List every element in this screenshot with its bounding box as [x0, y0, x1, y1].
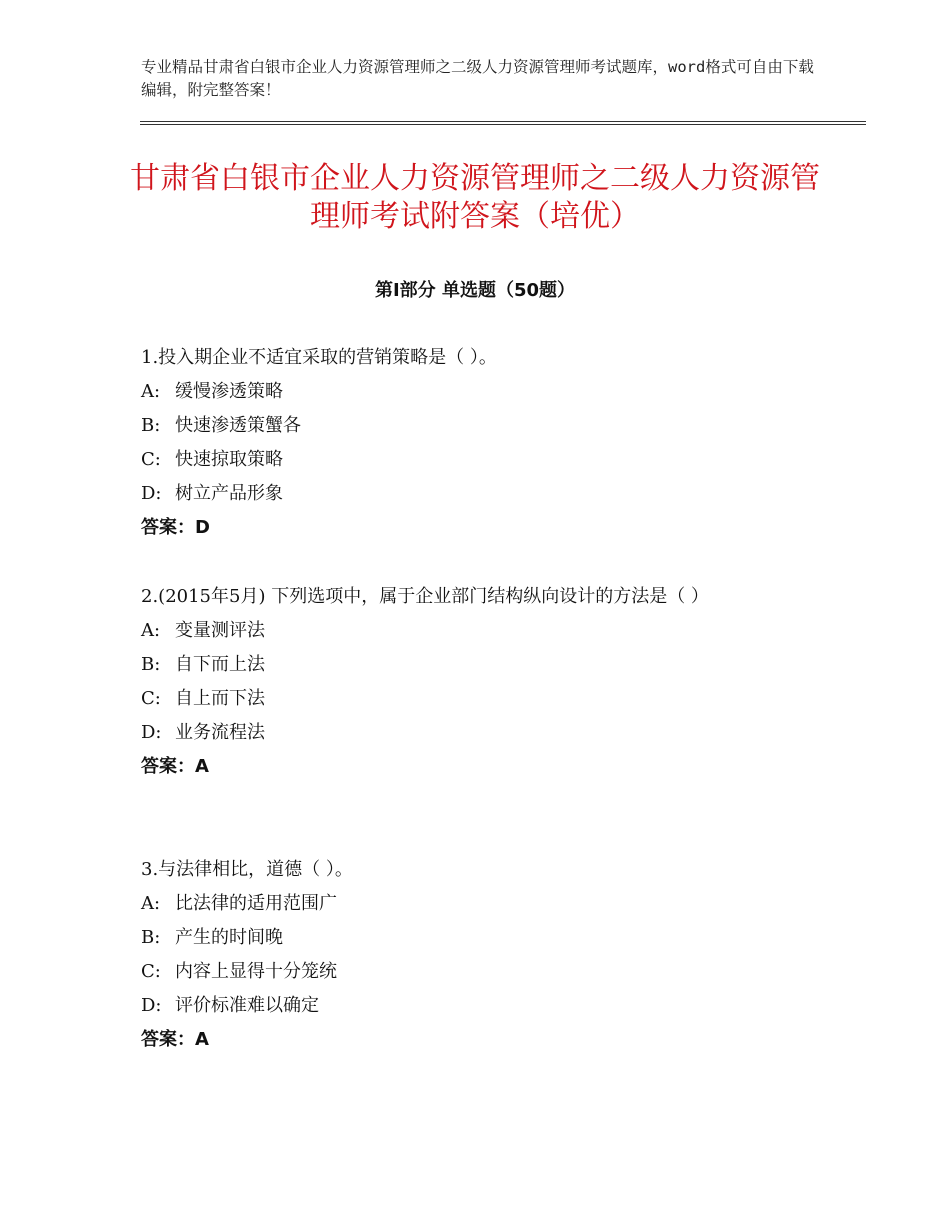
answer-label: 答案：A [141, 756, 209, 777]
option-b [141, 411, 821, 441]
answer-label: 答案：A [141, 1029, 209, 1050]
option-text: 树立产品形象 [175, 483, 283, 504]
option-text: 自上而下法 [175, 688, 265, 709]
option-a [141, 616, 821, 646]
option-key: C: [141, 961, 161, 982]
answer-label: 答案：D [141, 517, 210, 538]
option-b [141, 923, 821, 953]
header-divider [140, 121, 866, 122]
question-2 [141, 582, 821, 782]
option-text: 自下而上法 [175, 654, 265, 675]
header-note: 专业精品甘肃省白银市企业人力资源管理师之二级人力资源管理师考试题库，word格式可自由下载编辑，附完整答案！ [141, 58, 814, 99]
option-text: 变量测评法 [175, 620, 265, 641]
option-d [141, 991, 821, 1021]
option-b [141, 650, 821, 680]
option-text: 快速渗透策蟹各 [175, 415, 301, 436]
option-text: 业务流程法 [175, 722, 265, 743]
section-title: 第Ⅰ部分 单选题（50题） [374, 280, 575, 301]
option-key: D: [141, 995, 162, 1016]
option-key: B: [141, 927, 161, 948]
question-3 [141, 855, 821, 1055]
header-divider-secondary [140, 124, 866, 125]
option-key: B: [141, 654, 161, 675]
option-text: 比法律的适用范围广 [175, 893, 337, 914]
option-key: D: [141, 722, 162, 743]
question-1 [141, 343, 821, 543]
option-text: 产生的时间晚 [175, 927, 283, 948]
option-text: 评价标准难以确定 [175, 995, 319, 1016]
option-key: C: [141, 449, 161, 470]
option-text: 内容上显得十分笼统 [175, 961, 337, 982]
option-c [141, 684, 821, 714]
question-stem: 1.投入期企业不适宜采取的营销策略是（ ）。 [141, 347, 497, 368]
option-key: D: [141, 483, 162, 504]
document-title: 甘肃省白银市企业人力资源管理师之二级人力资源管理师考试附答案（培优） [130, 161, 820, 234]
option-text: 快速掠取策略 [175, 449, 283, 470]
option-key: A: [141, 893, 161, 914]
option-key: B: [141, 415, 161, 436]
option-a [141, 377, 821, 407]
option-key: C: [141, 688, 161, 709]
question-stem: 2.(2015年5月) 下列选项中，属于企业部门结构纵向设计的方法是（ ） [141, 586, 709, 607]
option-c [141, 957, 821, 987]
option-d [141, 718, 821, 748]
option-text: 缓慢渗透策略 [175, 381, 283, 402]
option-key: A: [141, 381, 161, 402]
option-a [141, 889, 821, 919]
option-d [141, 479, 821, 509]
option-key: A: [141, 620, 161, 641]
question-stem: 3.与法律相比，道德（ ）。 [141, 859, 353, 880]
option-c [141, 445, 821, 475]
